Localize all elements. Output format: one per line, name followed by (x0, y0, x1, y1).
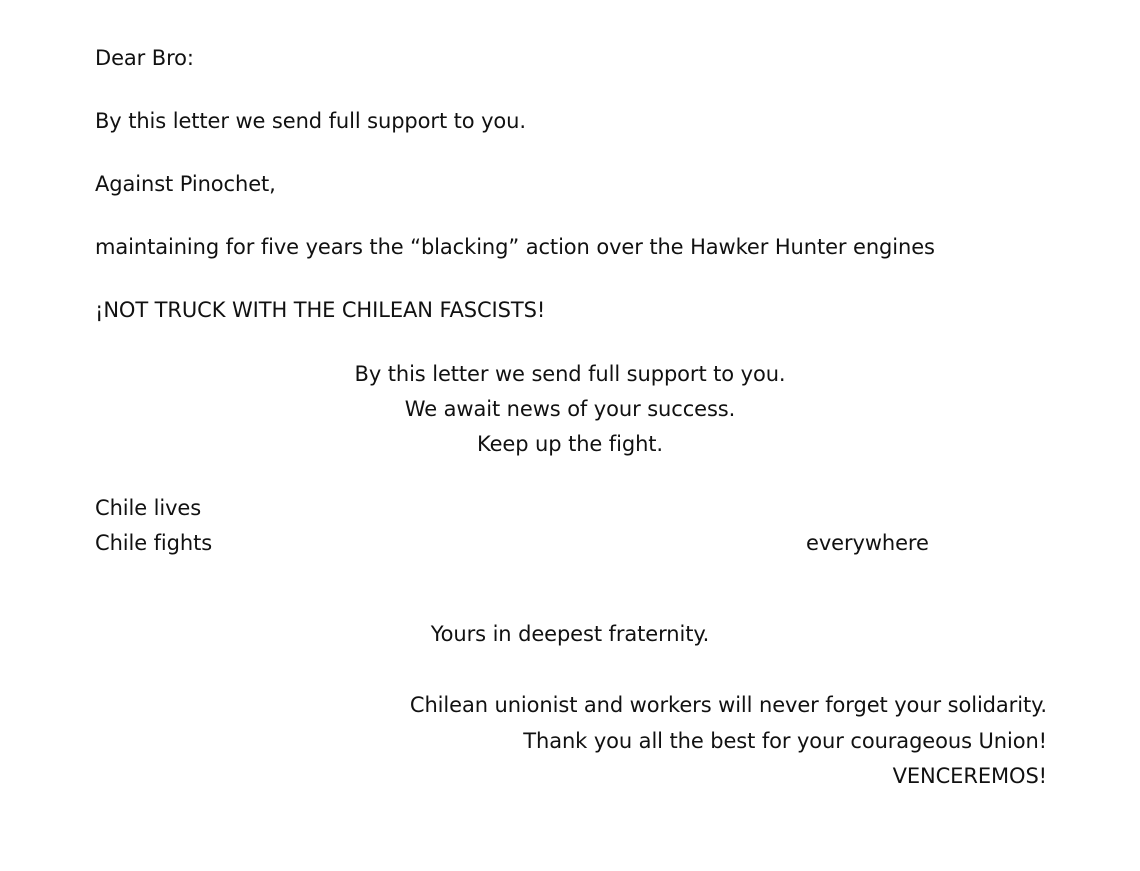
salutation: Dear Bro: (95, 46, 194, 70)
chile-fights: Chile fights (95, 531, 213, 555)
center-line-support: By this letter we send full support to you. (354, 362, 786, 386)
signoff-thanks: Thank you all the best for your courageous Union! (523, 729, 1047, 753)
paragraph-support: By this letter we send full support to you. (95, 109, 526, 133)
everywhere: everywhere (806, 531, 929, 555)
signoff-venceremos: VENCEREMOS! (892, 764, 1047, 788)
chile-lives: Chile lives (95, 496, 202, 520)
center-line-news: We await news of your success. (404, 397, 736, 421)
signoff-solidarity: Chilean unionist and workers will never forget your solidarity. (409, 693, 1047, 717)
paragraph-slogan: ¡NOT TRUCK WITH THE CHILEAN FASCISTS! (95, 298, 546, 322)
closing-line: Yours in deepest fraternity. (430, 622, 710, 646)
center-line-fight: Keep up the fight. (476, 432, 663, 456)
paragraph-against-pinochet: Against Pinochet, (95, 172, 276, 196)
paragraph-blacking-action: maintaining for five years the “blacking” action over the Hawker Hunter engines (95, 235, 935, 259)
